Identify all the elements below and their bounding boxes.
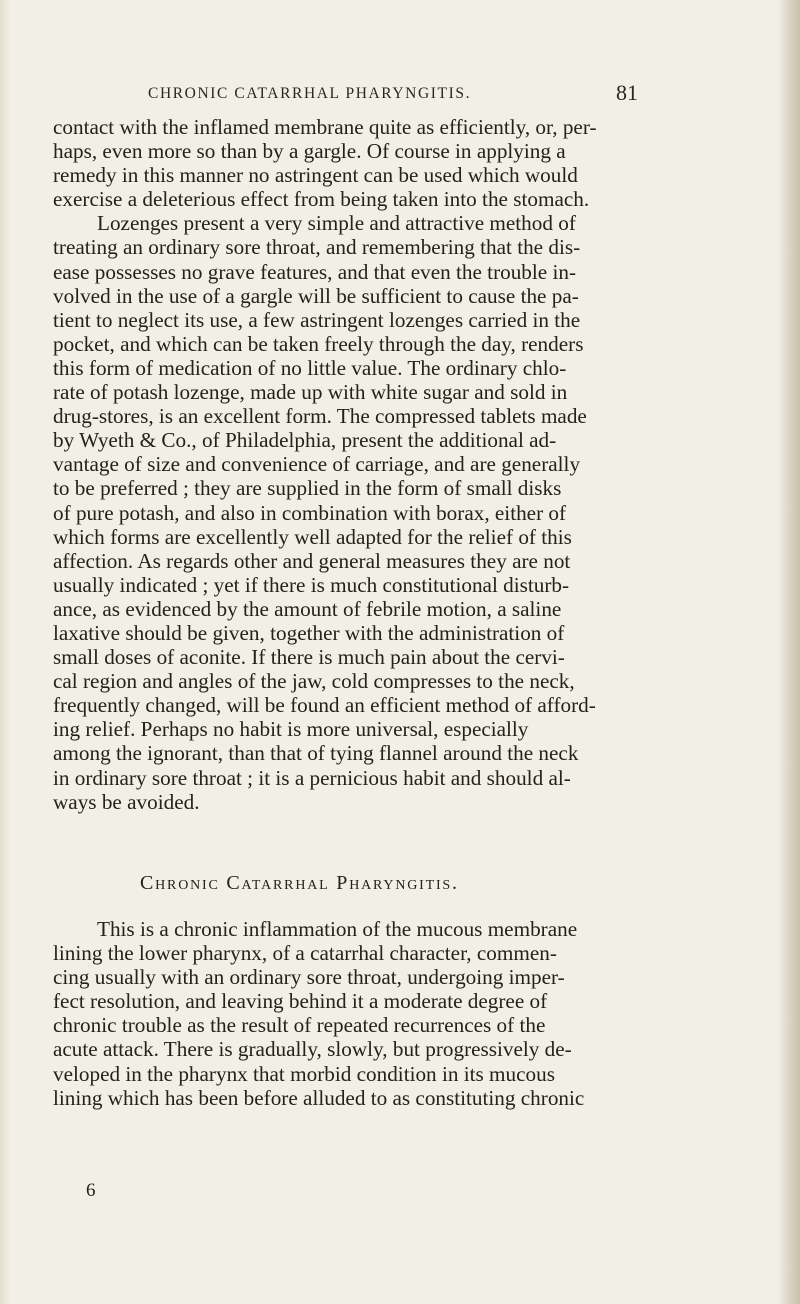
text-line: of pure potash, and also in combination with borax, either of [53,500,567,525]
text-line: among the ignorant, than that of tying flannel around the neck [53,741,579,766]
text-line: pocket, and which can be taken freely through the day, renders [53,331,584,356]
page-number: 81 [616,80,638,105]
text-line: ease possesses no grave features, and that even the trouble in- [53,259,577,284]
text-line: veloped in the pharynx that morbid condition in its mucous [53,1061,555,1086]
text-line: chronic trouble as the result of repeated recurrences of the [53,1013,546,1038]
text-line: haps, even more so than by a gargle. Of course in applying a [53,139,566,164]
paragraph-2 [53,917,773,1110]
page-gutter-shadow [778,0,800,1304]
text-line: by Wyeth & Co., of Philadelphia, present the additional ad- [53,428,557,453]
running-head-title: CHRONIC CATARRHAL PHARYNGITIS. [148,85,472,102]
page-left-shadow [0,0,10,1304]
text-line: Lozenges present a very simple and attractive method of [97,211,576,236]
text-line: ways be avoided. [53,789,200,814]
signature-mark: 6 [86,1180,96,1201]
text-line: affection. As regards other and general measures they are not [53,548,571,573]
text-line: usually indicated ; yet if there is much constitutional disturb- [53,572,570,597]
text-line: ance, as evidenced by the amount of febrile motion, a saline [53,596,562,621]
text-line: laxative should be given, together with the administration of [53,620,565,645]
text-line: tient to neglect its use, a few astringent lozenges carried in the [53,307,581,332]
text-line: cing usually with an ordinary sore throat, undergoing imper- [53,965,565,990]
text-line: lining the lower pharynx, of a catarrhal character, commen- [53,941,557,966]
text-line: in ordinary sore throat ; it is a pernicious habit and should al- [53,765,571,790]
running-head [148,82,638,106]
text-line: acute attack. There is gradually, slowly, but progressively de- [53,1037,572,1062]
text-line: fect resolution, and leaving behind it a moderate degree of [53,989,548,1014]
text-line: rate of potash lozenge, made up with white sugar and sold in [53,380,568,405]
text-line: volved in the use of a gargle will be sufficient to cause the pa- [53,283,579,308]
text-line: lining which has been before alluded to as constituting chronic [53,1085,585,1110]
text-line: this form of medication of no little value. The ordinary chlo- [53,355,567,380]
text-line: cal region and angles of the jaw, cold compresses to the neck, [53,669,575,694]
text-line: which forms are excellently well adapted for the relief of this [53,524,572,549]
text-line: This is a chronic inflammation of the mucous membrane [97,917,578,941]
text-line: drug-stores, is an excellent form. The compressed tablets made [53,404,587,429]
text-line: to be preferred ; they are supplied in the form of small disks [53,476,562,501]
text-line: vantage of size and convenience of carriage, and are generally [53,452,581,477]
paragraph-1 [53,115,773,814]
text-line: small doses of aconite. If there is much pain about the cervi- [53,645,565,670]
section-heading: Chronic Catarrhal Pharyngitis. [140,872,459,894]
text-line: ing relief. Perhaps no habit is more universal, especially [53,717,529,742]
text-line: exercise a deleterious effect from being taken into the stomach. [53,187,590,212]
text-line: contact with the inflamed membrane quite as efficiently, or, per- [53,115,597,139]
text-line: treating an ordinary sore throat, and remembering that the dis- [53,235,581,260]
text-line: remedy in this manner no astringent can be used which would [53,163,578,188]
text-line: frequently changed, will be found an efficient method of afford- [53,693,596,718]
